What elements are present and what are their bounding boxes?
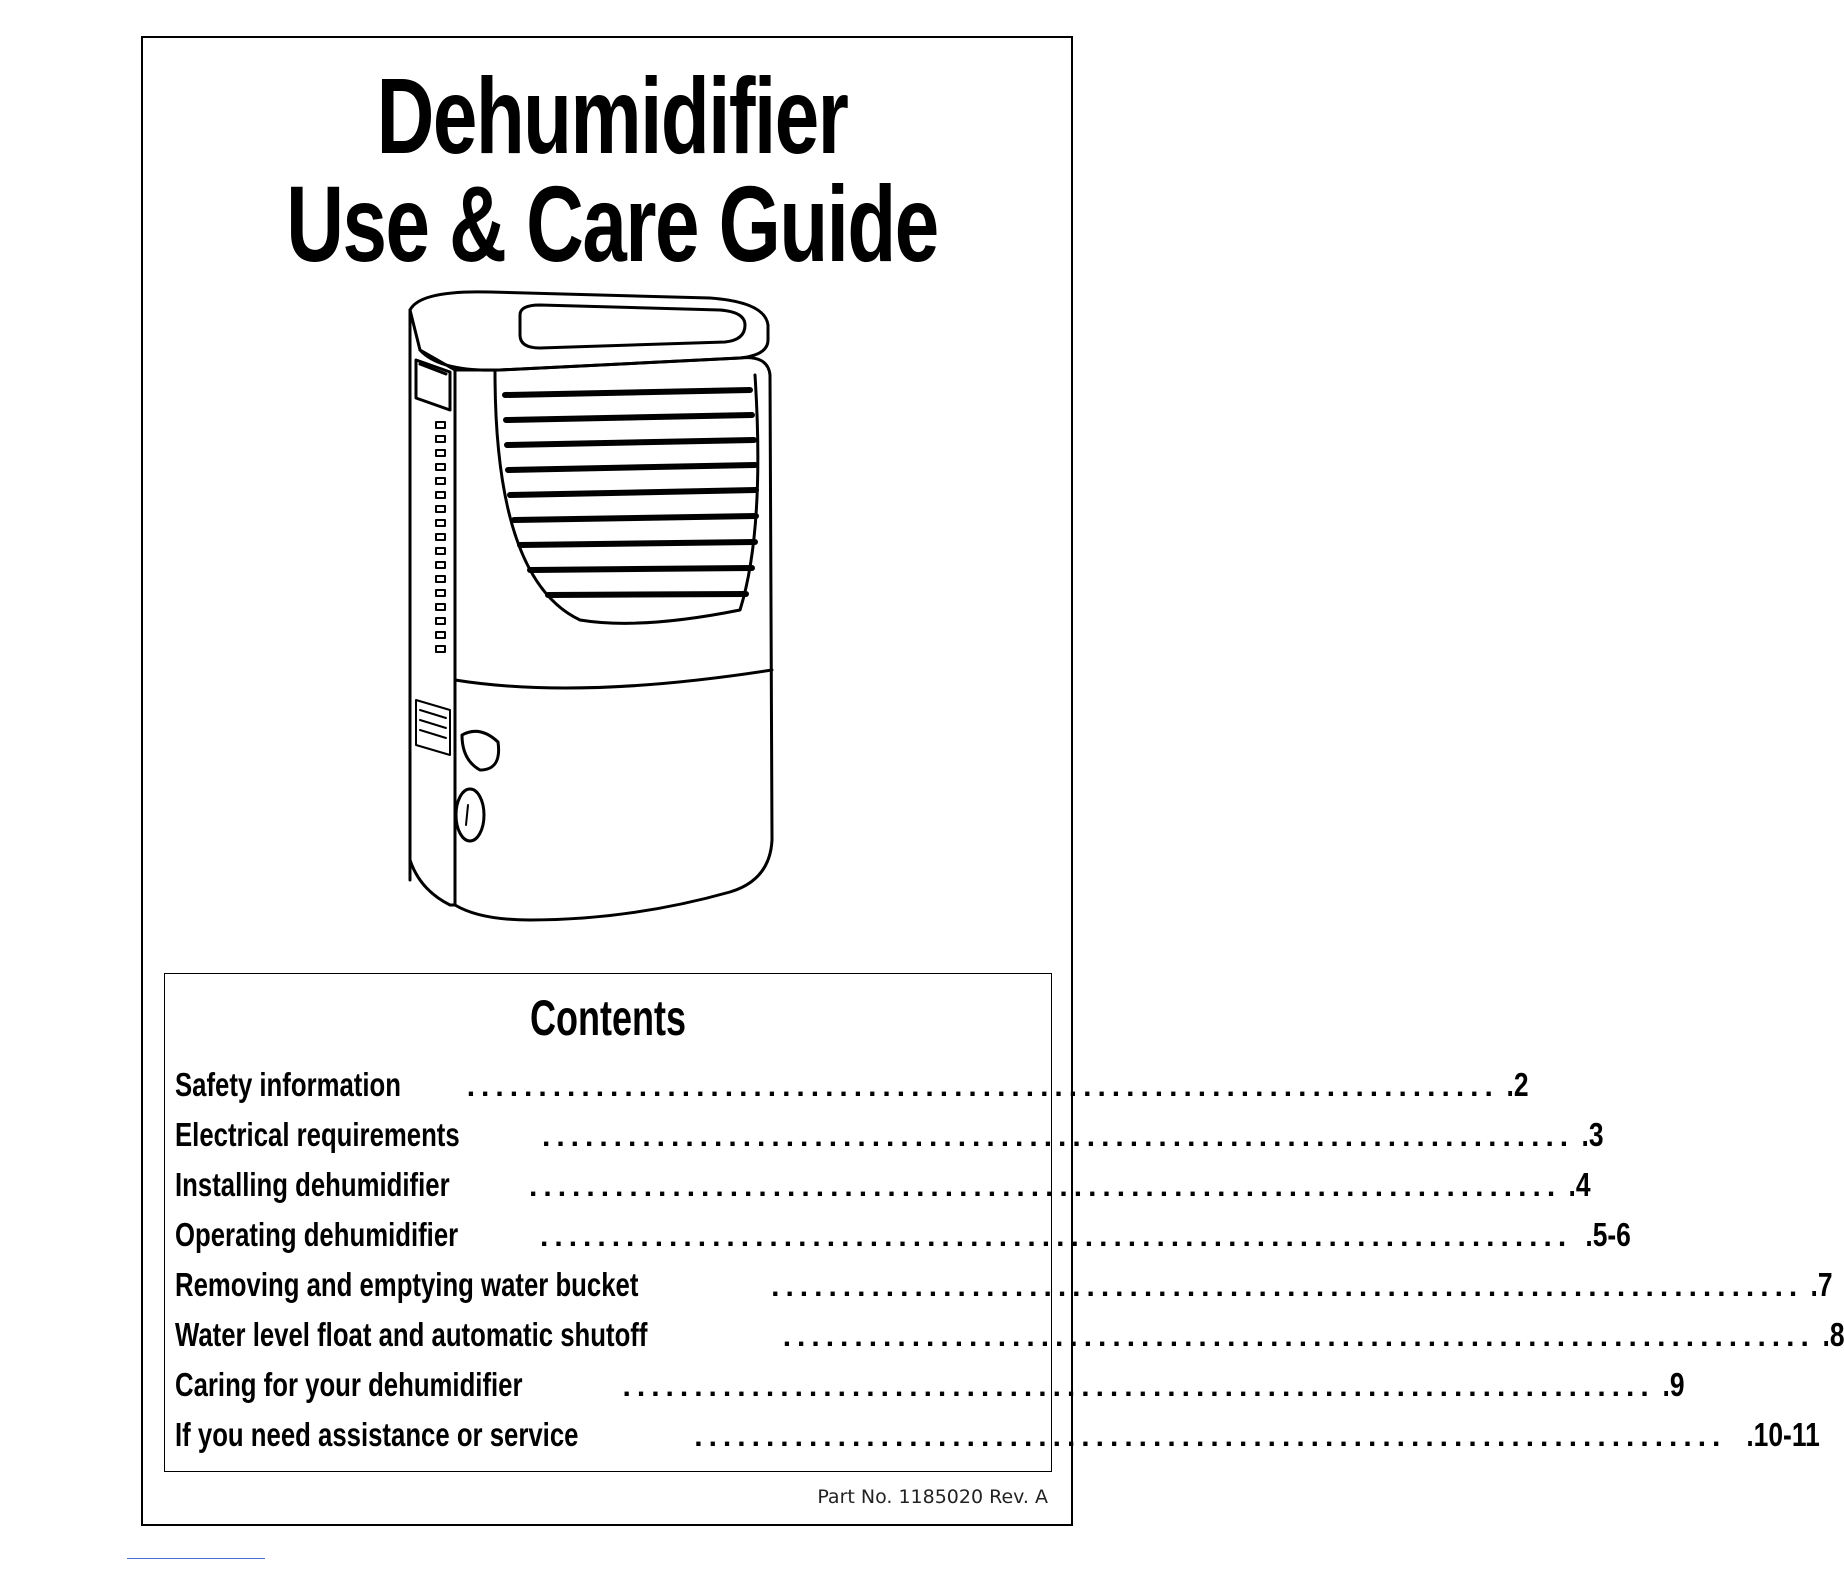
toc-item-page: .3 <box>1581 1116 1604 1153</box>
toc-item-label: Caring for your dehumidifier <box>175 1366 523 1403</box>
footer-divider <box>127 1558 265 1559</box>
toc-leader-dots: ........................................................................ <box>529 1170 1562 1203</box>
toc-item-page: .8 <box>1822 1316 1844 1353</box>
toc-item[interactable] <box>175 1160 1591 1210</box>
toc-item-page: .4 <box>1568 1166 1591 1203</box>
toc-item-page: .2 <box>1506 1066 1529 1103</box>
toc-item[interactable] <box>175 1310 1844 1360</box>
dehumidifier-illustration-icon <box>380 280 800 930</box>
toc-item[interactable] <box>175 1410 1821 1460</box>
toc-item-label: If you need assistance or service <box>175 1416 579 1453</box>
toc-item-label: Safety information <box>175 1066 401 1103</box>
toc-leader-dots: ........................................................................ <box>622 1370 1655 1403</box>
title-line-2: Use & Care Guide <box>286 163 938 284</box>
toc-item[interactable] <box>175 1260 1833 1310</box>
toc-item[interactable] <box>175 1360 1685 1410</box>
contents-heading: Contents <box>530 990 686 1046</box>
toc-item-label: Installing dehumidifier <box>175 1166 450 1203</box>
toc-leader-dots: ........................................................................ <box>540 1220 1573 1253</box>
toc-item-label: Water level float and automatic shutoff <box>175 1316 648 1353</box>
toc-item-label: Operating dehumidifier <box>175 1216 459 1253</box>
part-number: Part No. 1185020 Rev. A <box>817 1486 1048 1508</box>
toc-item-label: Electrical requirements <box>175 1116 460 1153</box>
toc-list <box>175 1060 1844 1460</box>
toc-item[interactable] <box>175 1110 1604 1160</box>
toc-item[interactable] <box>175 1210 1632 1260</box>
toc-leader-dots: ........................................................................ <box>694 1420 1727 1453</box>
toc-item-page: .10-11 <box>1746 1416 1821 1453</box>
toc-leader-dots: ........................................................................ <box>466 1070 1499 1103</box>
toc-leader-dots: ........................................................................ <box>771 1270 1804 1303</box>
toc-item-page: .9 <box>1662 1366 1685 1403</box>
toc-item-page: .7 <box>1810 1266 1833 1303</box>
contents-box <box>164 973 1844 1472</box>
toc-leader-dots: ........................................................................ <box>542 1120 1575 1153</box>
toc-item-page: .5-6 <box>1585 1216 1632 1253</box>
toc-item-label: Removing and emptying water bucket <box>175 1266 639 1303</box>
toc-item[interactable] <box>175 1060 1529 1110</box>
toc-leader-dots: ........................................................................ <box>782 1320 1815 1353</box>
title-line-1: Dehumidifier <box>376 55 848 176</box>
